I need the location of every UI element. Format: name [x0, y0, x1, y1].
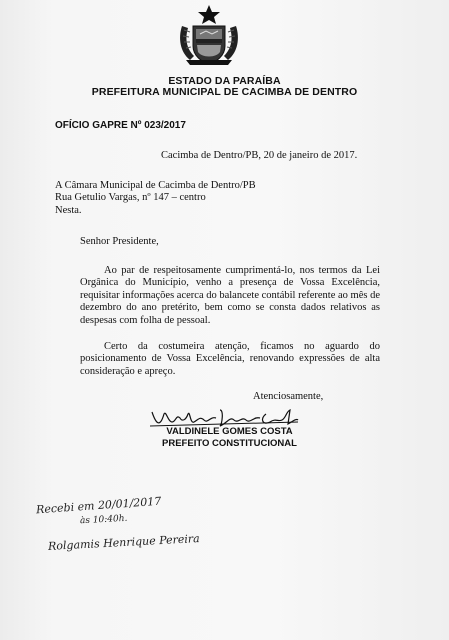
recipient-line: A Câmara Municipal de Cacimba de Dentro/PB	[55, 180, 256, 191]
paraiba-coat-of-arms-icon	[176, 4, 242, 66]
signer-title: PREFEITO CONSTITUCIONAL	[162, 438, 297, 449]
greeting: Senhor Presidente,	[80, 236, 159, 247]
document-reference: OFÍCIO GAPRE Nº 023/2017	[55, 120, 186, 131]
receipt-note-line: às 10:40h.	[79, 513, 128, 527]
recipient-line: Rua Getulio Vargas, nº 147 – centro	[55, 192, 206, 203]
closing: Atenciosamente,	[253, 391, 324, 402]
receipt-note-signature: Rolgamis Henrique Pereira	[47, 532, 200, 553]
municipality-heading: PREFEITURA MUNICIPAL DE CACIMBA DE DENTRO	[91, 86, 358, 98]
body-paragraph: Ao par de respeitosamente cumprimentá-lo, nos termos da Lei Orgânica do Município, venho a presença de Vossa Excelência, requisitar informações acerca do balancete contábil referente ao mês de dezembro do ano pretérito, bem como se consta dados relativos as despesas com folha de pessoal.	[80, 265, 380, 326]
signer-name: VALDINELE GOMES COSTA	[166, 426, 293, 437]
recipient-line: Nesta.	[55, 205, 82, 216]
date-line: Cacimba de Dentro/PB, 20 de janeiro de 2017.	[161, 150, 358, 161]
body-paragraph: Certo da costumeira atenção, ficamos no aguardo do posicionamento de Vossa Excelência, renovando expressões de alta consideração e apreço.	[80, 341, 380, 377]
receipt-note-line: Recebi em 20/01/2017	[35, 494, 162, 517]
state-heading: ESTADO DA PARAÍBA	[168, 75, 281, 87]
